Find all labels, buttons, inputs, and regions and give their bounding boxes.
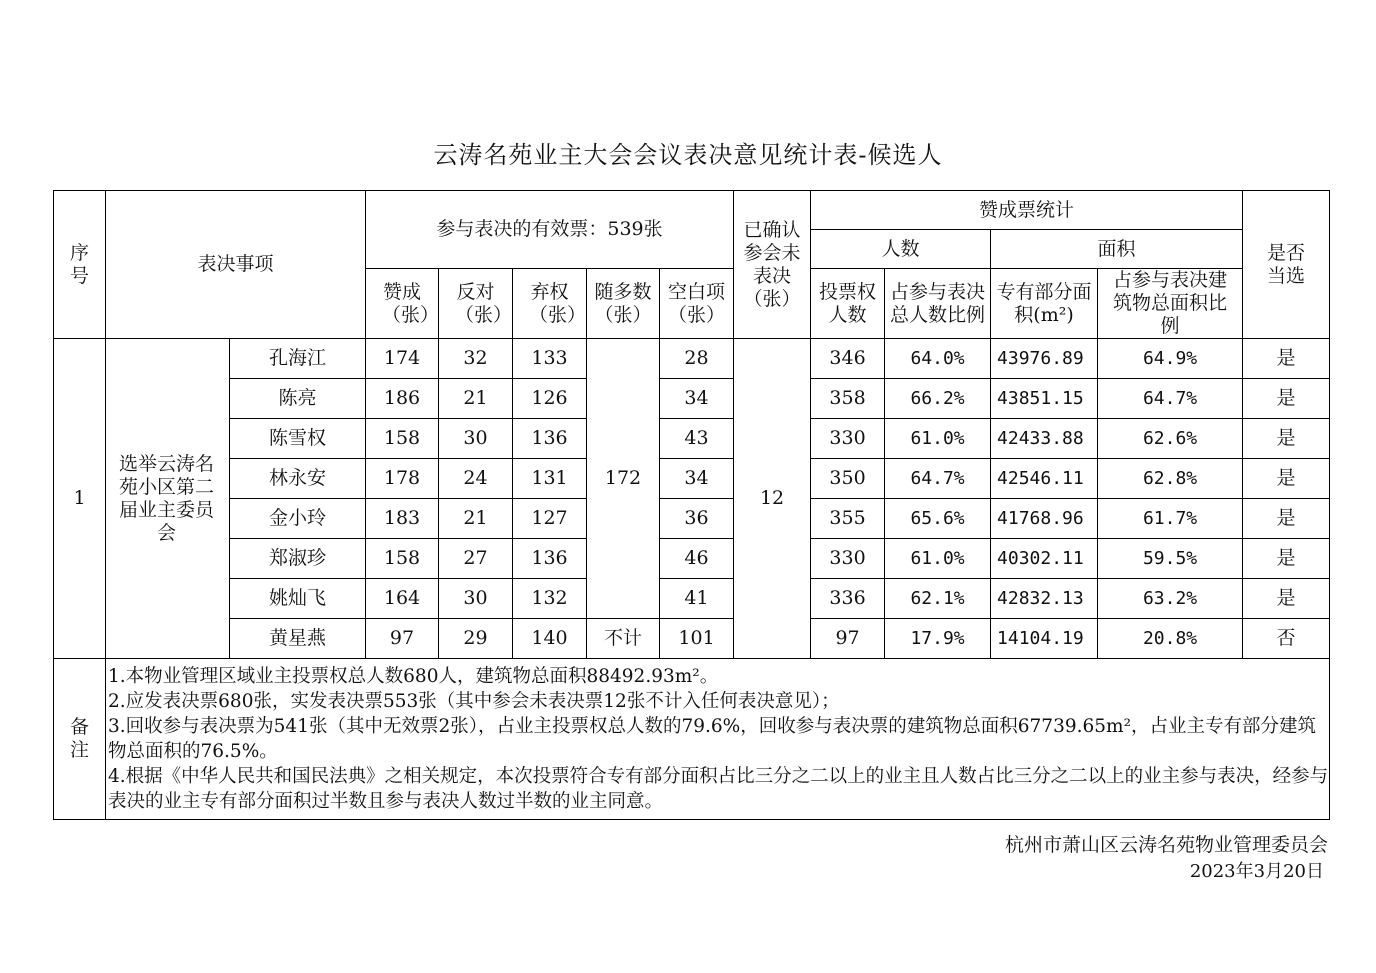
area-ratio: 64.7% (1098, 379, 1243, 419)
table-row (54, 459, 1330, 499)
table-row (54, 619, 1330, 659)
header-people: 人数 (811, 230, 991, 269)
area-value: 42832.13 (991, 579, 1098, 619)
header-oppose: 反对（张） (439, 269, 513, 339)
header-area: 面积 (991, 230, 1243, 269)
notes-content (106, 659, 1330, 820)
elected-status: 是 (1243, 539, 1330, 579)
header-blank: 空白项（张） (660, 269, 734, 339)
candidate-name: 姚灿飞 (230, 579, 366, 619)
notes-label: 备注 (54, 659, 106, 820)
blank-count: 41 (660, 579, 734, 619)
area-value: 41768.96 (991, 499, 1098, 539)
document-title: 云涛名苑业主大会会议表决意见统计表-候选人 (433, 141, 943, 169)
candidate-name: 孔海江 (230, 339, 366, 379)
table-row (54, 539, 1330, 579)
candidate-name: 林永安 (230, 459, 366, 499)
header-area-exclusive: 专有部分面积(m²) (991, 269, 1098, 339)
oppose-count: 27 (439, 539, 513, 579)
footer-date: 2023年3月20日 (1189, 861, 1324, 882)
approve-count: 164 (366, 579, 439, 619)
abstain-count: 140 (513, 619, 587, 659)
candidate-name: 黄星燕 (230, 619, 366, 659)
voter-ratio: 17.9% (885, 619, 991, 659)
elected-status: 是 (1243, 579, 1330, 619)
voter-count: 350 (811, 459, 885, 499)
voter-count: 358 (811, 379, 885, 419)
blank-count: 28 (660, 339, 734, 379)
note-item: 3.回收参与表决票为541张（其中无效票2张），占业主投票权总人数的79.6%，回收参与表决票的建筑物总面积67739.65m²，占业主专有部分建筑物总面积的76.5%。 (108, 716, 1316, 762)
voter-ratio: 62.1% (885, 579, 991, 619)
approve-count: 183 (366, 499, 439, 539)
abstain-count: 131 (513, 459, 587, 499)
approve-count: 174 (366, 339, 439, 379)
candidate-name: 金小玲 (230, 499, 366, 539)
area-value: 43976.89 (991, 339, 1098, 379)
oppose-count: 30 (439, 579, 513, 619)
header-valid-votes: 参与表决的有效票：539张 (366, 191, 734, 269)
approve-count: 97 (366, 619, 439, 659)
vote-statistics-table (53, 190, 1330, 820)
header-voters: 投票权人数 (811, 269, 885, 339)
candidate-name: 陈雪权 (230, 419, 366, 459)
abstain-count: 133 (513, 339, 587, 379)
blank-count: 34 (660, 459, 734, 499)
seq-number: 1 (54, 339, 106, 659)
voter-count: 330 (811, 539, 885, 579)
voter-count: 346 (811, 339, 885, 379)
follow-majority-count: 172 (587, 339, 660, 619)
blank-count: 43 (660, 419, 734, 459)
header-approve-stats: 赞成票统计 (811, 191, 1243, 230)
approve-count: 186 (366, 379, 439, 419)
voter-ratio: 64.0% (885, 339, 991, 379)
blank-count: 101 (660, 619, 734, 659)
area-value: 42546.11 (991, 459, 1098, 499)
vote-item: 选举云涛名苑小区第二届业主委员会 (106, 339, 230, 659)
elected-status: 是 (1243, 339, 1330, 379)
voter-ratio: 61.0% (885, 419, 991, 459)
header-follow-majority: 随多数（张） (587, 269, 660, 339)
table-row (54, 339, 1330, 379)
follow-majority-count: 不计 (587, 619, 660, 659)
voter-count: 336 (811, 579, 885, 619)
voter-ratio: 66.2% (885, 379, 991, 419)
approve-count: 158 (366, 419, 439, 459)
abstain-count: 136 (513, 419, 587, 459)
abstain-count: 136 (513, 539, 587, 579)
candidate-name: 陈亮 (230, 379, 366, 419)
voter-count: 355 (811, 499, 885, 539)
area-value: 40302.11 (991, 539, 1098, 579)
elected-status: 否 (1243, 619, 1330, 659)
blank-count: 46 (660, 539, 734, 579)
area-ratio: 20.8% (1098, 619, 1243, 659)
voter-count: 330 (811, 419, 885, 459)
note-item: 4.根据《中华人民共和国民法典》之相关规定，本次投票符合专有部分面积占比三分之二以上的业主且人数占比三分之二以上的业主参与表决，经参与表决的业主专有部分面积过半数且参与表决人数过半数的业主同意。 (108, 766, 1329, 812)
elected-status: 是 (1243, 419, 1330, 459)
header-abstain: 弃权（张） (513, 269, 587, 339)
area-value: 43851.15 (991, 379, 1098, 419)
candidate-name: 郑淑珍 (230, 539, 366, 579)
header-approve: 赞成（张） (366, 269, 439, 339)
elected-status: 是 (1243, 379, 1330, 419)
area-ratio: 59.5% (1098, 539, 1243, 579)
area-ratio: 62.8% (1098, 459, 1243, 499)
abstain-count: 127 (513, 499, 587, 539)
header-area-ratio: 占参与表决建筑物总面积比例 (1098, 269, 1243, 339)
voter-ratio: 64.7% (885, 459, 991, 499)
oppose-count: 32 (439, 339, 513, 379)
table-row (54, 419, 1330, 459)
oppose-count: 29 (439, 619, 513, 659)
area-value: 14104.19 (991, 619, 1098, 659)
header-voter-ratio: 占参与表决总人数比例 (885, 269, 991, 339)
header-item: 表决事项 (106, 191, 366, 339)
oppose-count: 21 (439, 499, 513, 539)
blank-count: 34 (660, 379, 734, 419)
abstain-count: 126 (513, 379, 587, 419)
notes-row (54, 659, 1330, 820)
table-row (54, 579, 1330, 619)
approve-count: 178 (366, 459, 439, 499)
footer-organization: 杭州市萧山区云涛名苑物业管理委员会 (1004, 834, 1328, 856)
table-row (54, 499, 1330, 539)
area-ratio: 61.7% (1098, 499, 1243, 539)
confirmed-absent-count: 12 (734, 339, 811, 659)
voter-count: 97 (811, 619, 885, 659)
voter-ratio: 65.6% (885, 499, 991, 539)
area-ratio: 64.9% (1098, 339, 1243, 379)
header-elected: 是否当选 (1243, 191, 1330, 339)
oppose-count: 21 (439, 379, 513, 419)
voter-ratio: 61.0% (885, 539, 991, 579)
blank-count: 36 (660, 499, 734, 539)
approve-count: 158 (366, 539, 439, 579)
oppose-count: 30 (439, 419, 513, 459)
area-value: 42433.88 (991, 419, 1098, 459)
header-seq: 序号 (54, 191, 106, 339)
elected-status: 是 (1243, 499, 1330, 539)
area-ratio: 63.2% (1098, 579, 1243, 619)
area-ratio: 62.6% (1098, 419, 1243, 459)
note-item: 2.应发表决票680张，实发表决票553张（其中参会未表决票12张不计入任何表决意见）； (108, 691, 840, 712)
abstain-count: 132 (513, 579, 587, 619)
table-row (54, 379, 1330, 419)
elected-status: 是 (1243, 459, 1330, 499)
note-item: 1.本物业管理区域业主投票权总人数680人，建筑物总面积88492.93m²。 (108, 666, 719, 687)
oppose-count: 24 (439, 459, 513, 499)
header-confirmed-absent: 已确认参会未表决（张） (734, 191, 811, 339)
